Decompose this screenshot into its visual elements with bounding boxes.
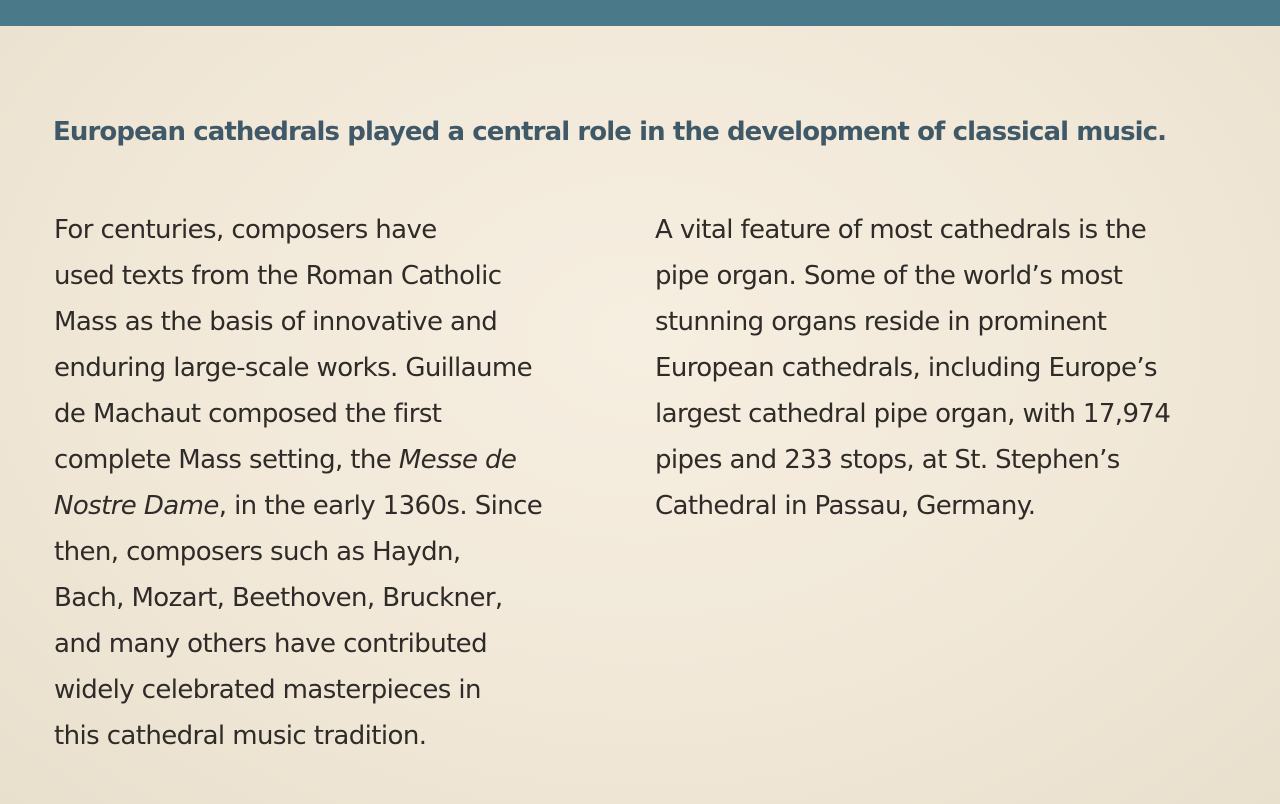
text-line [54, 483, 542, 529]
top-color-band [0, 0, 1280, 26]
text-line: pipes and 233 stops, at St. Stephen’s [655, 445, 1120, 475]
work-title-italic: Nostre Dame [54, 491, 219, 521]
text-line [54, 437, 542, 483]
text-line: de Machaut composed the first [54, 399, 442, 429]
text-line: and many others have contributed [54, 629, 487, 659]
text-segment: , in the early 1360s. Since [218, 491, 543, 521]
text-line: European cathedrals, including Europe’s [655, 353, 1157, 383]
text-line: A vital feature of most cathedrals is the [655, 215, 1147, 245]
right-text-column [655, 207, 1170, 529]
text-line: pipe organ. Some of the world’s most [655, 261, 1123, 291]
text-segment: complete Mass setting, the [54, 445, 399, 475]
text-line: Mass as the basis of innovative and [54, 307, 498, 337]
work-title-italic: Messe de [398, 445, 517, 475]
text-line: Cathedral in Passau, Germany. [655, 491, 1036, 521]
text-line: used texts from the Roman Catholic [54, 261, 502, 291]
text-line: stunning organs reside in prominent [655, 307, 1107, 337]
placard-heading: European cathedrals played a central role in the development of classical music. [53, 117, 1167, 147]
text-line: then, composers such as Haydn, [54, 537, 461, 567]
text-line: widely celebrated masterpieces in [54, 675, 481, 705]
text-line: enduring large-scale works. Guillaume [54, 353, 532, 383]
text-line: this cathedral music tradition. [54, 721, 427, 751]
left-text-column [54, 207, 542, 759]
text-line: Bach, Mozart, Beethoven, Bruckner, [54, 583, 503, 613]
text-line: largest cathedral pipe organ, with 17,974 [655, 399, 1171, 429]
text-line: For centuries, composers have [54, 215, 437, 245]
